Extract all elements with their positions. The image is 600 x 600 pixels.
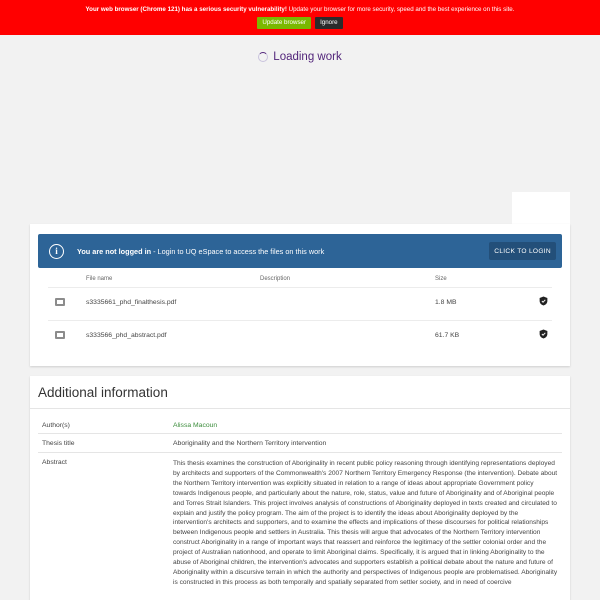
shield-icon [539,329,548,339]
author-label: Author(s) [42,422,70,429]
spinner-icon [258,52,268,62]
files-panel [30,224,570,366]
panel-tab [512,192,570,224]
loading-indicator [0,51,600,63]
column-header-file-name: File name [86,276,113,282]
file-size: 61.7 KB [435,332,460,339]
additional-information-panel [30,376,570,600]
banner-warning-text: Update your browser for more security, speed and the best experience on this site. [286,6,515,13]
login-notice-rest: - Login to UQ eSpace to access the files on this work [151,246,325,256]
file-row[interactable] [48,287,552,320]
abstract-label: Abstract [42,459,67,466]
loading-text: Loading work [273,51,342,63]
login-notice-text [77,247,324,256]
file-name[interactable]: s3335661_phd_finalthesis.pdf [86,299,177,306]
login-notice [38,234,562,268]
update-browser-button[interactable]: Update browser [257,17,311,29]
ignore-button[interactable]: Ignore [315,17,343,29]
click-to-login-button[interactable]: CLICK TO LOGIN [489,242,556,260]
file-icon [55,331,65,339]
column-header-size: Size [435,276,447,282]
column-header-description: Description [260,276,291,282]
banner-message [0,0,600,14]
thesis-title-value: Aboriginality and the Northern Territory intervention [173,440,327,447]
author-link[interactable]: Alissa Macoun [173,422,218,429]
abstract-text: This thesis examines the construction of Aboriginality in recent public policy reasoning through identifying representations deployed by architects and supporters of the Commonwealth's 2007 Northern Territory Emergency Response (the intervention). Debate about the Northern Territory intervention was explicitly situated in relation to a range of ideas about appropriate Government policy towards Indigenous people, and particularly about the nature, role, status, value and future of Aboriginality and of Aboriginal people and Torres Strait Islanders. This project involves analysis of constructions of Aboriginality deployed in texts created and circulated to explain and justify the policy program. The aim of the project is to identify the ideas about Aboriginality deployed by the intervention's architects and supporters, and to examine the effects and implications of these discourses for political relationships between Indigenous people and settlers in Australia. This thesis will argue that advocates of the Northern Territory intervention construct Aboriginality in a range of important ways that reassert and reinforce the legitimacy of the settler colonial order and the project of Australian nationhood, and operate to limit Aboriginal claims. Specifically, it is argued that in linking Aboriginality to the abuse of Aboriginal children, the intervention's advocates and supporters establish a political debate about the nature and future of Aboriginality within a discursive terrain in which the authority and perspectives of Indigenous people are problematised. Aboriginality is constructed in this process as both temporally and spatially separated from settler society, and in need of coercive [173,460,558,586]
file-icon [55,298,65,306]
row-divider [38,433,562,434]
thesis-title-label: Thesis title [42,440,75,447]
section-title: Additional information [38,385,168,400]
login-notice-bold: You are not logged in [77,246,152,256]
title-divider [30,408,570,409]
file-name[interactable]: s333566_phd_abstract.pdf [86,332,167,339]
file-size: 1.8 MB [435,299,457,306]
row-divider [38,452,562,453]
browser-update-banner [0,0,600,35]
shield-icon [539,296,548,306]
info-icon: i [49,244,64,259]
file-row[interactable] [48,320,552,353]
banner-buttons [0,17,600,29]
banner-warning-bold: Your web browser (Chrome 121) has a serious security vulnerability! [85,6,287,13]
